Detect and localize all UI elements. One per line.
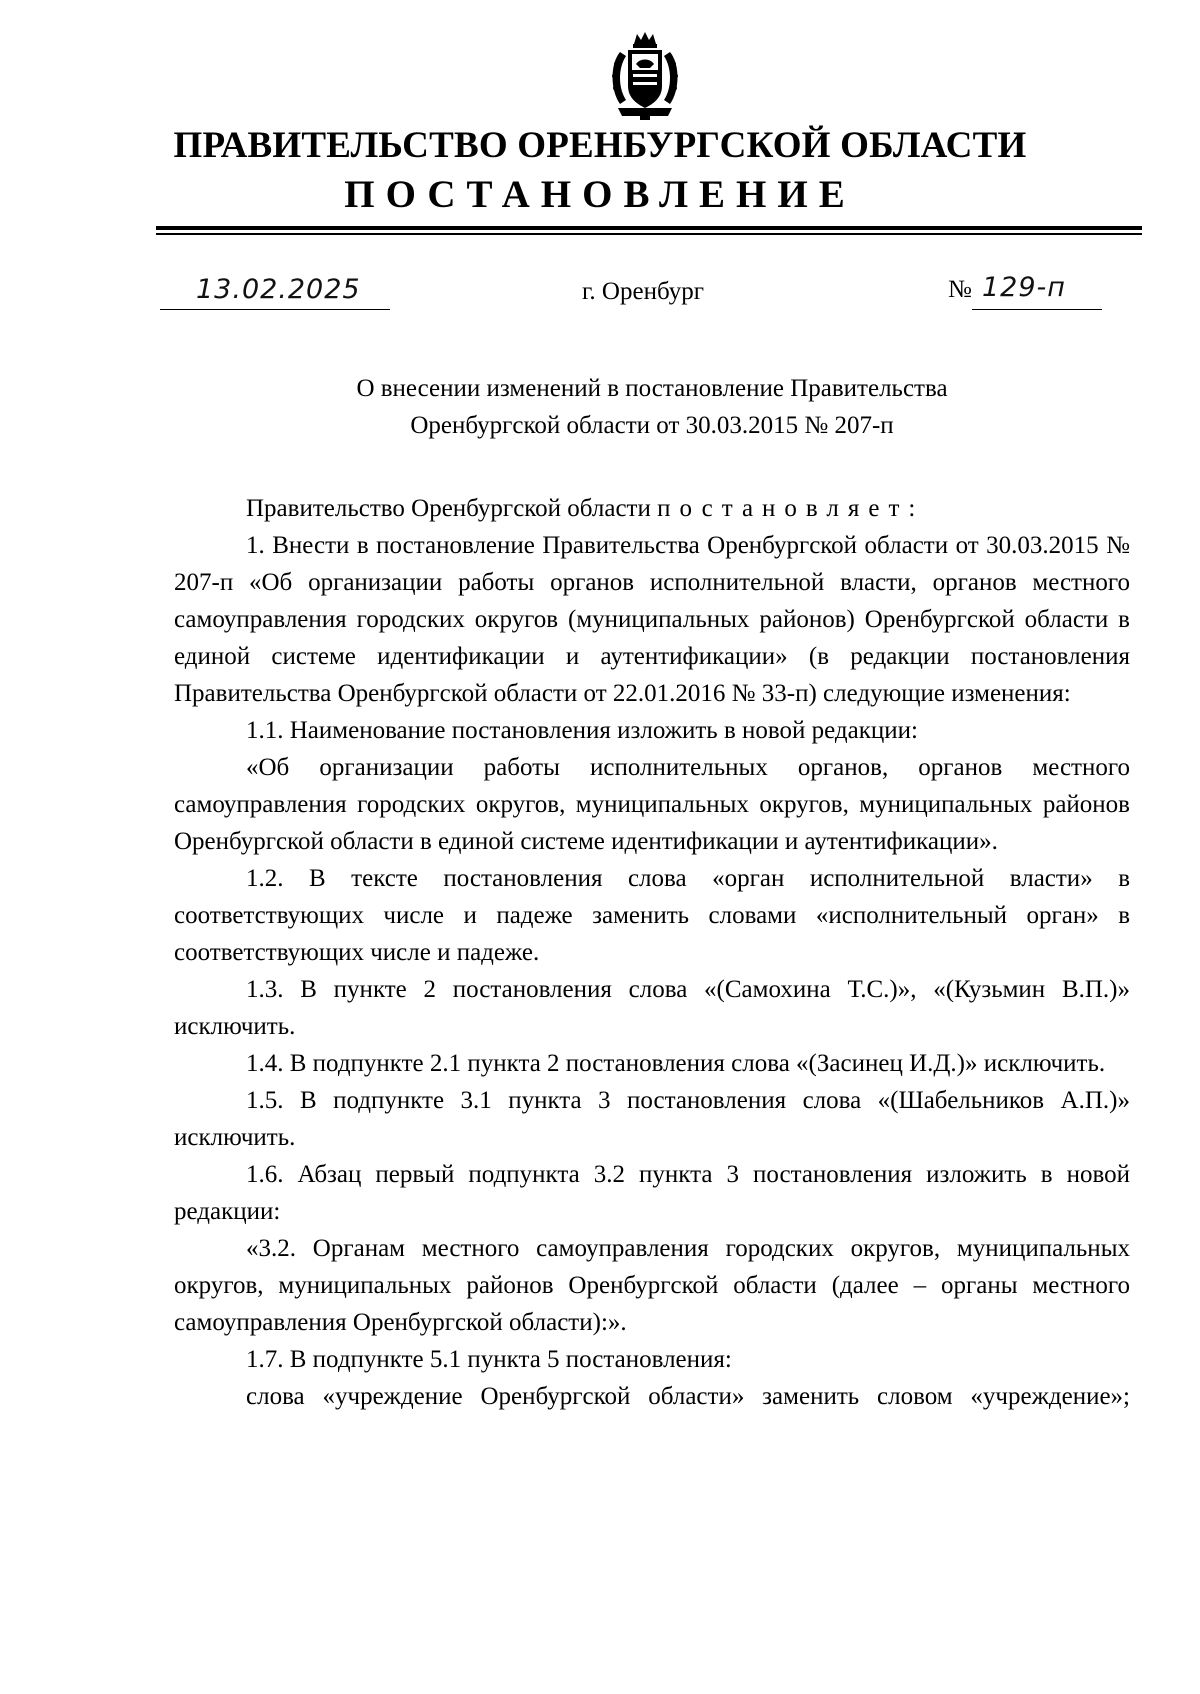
paragraph-1-3: 1.3. В пункте 2 постановления слова «(Самохина Т.С.)», «(Кузьмин В.П.)» исключить. <box>174 976 1130 1040</box>
paragraph-1-6-quote: «3.2. Органам местного самоуправления городских округов, муниципальных округов, муниципальных районов Оренбургской области (далее – органы местного самоуправления Оренбургской области):». <box>174 1235 1130 1336</box>
paragraph-1-1-quote: «Об организации работы исполнительных органов, органов местного самоуправления городских округов, муниципальных округов, муниципальных районов Оренбургской области в единой системе идентификации и аутентификации». <box>174 754 1130 855</box>
header-divider-thick <box>156 226 1142 230</box>
intro-verb: постановляет: <box>657 495 925 522</box>
paragraph-1-1: 1.1. Наименование постановления изложить в новой редакции: <box>246 717 918 744</box>
date-underline <box>160 309 390 311</box>
paragraph-1-2: 1.2. В тексте постановления слова «орган исполнительной власти» в соответствующих числе и падеже заменить словами «исполнительный орган» в соответствующих числе и падеже. <box>174 865 1130 966</box>
government-name: ПРАВИТЕЛЬСТВО ОРЕНБУРГСКОЙ ОБЛАСТИ <box>173 125 1027 166</box>
subject-line-1: О внесении изменений в постановление Правительства <box>356 375 948 402</box>
paragraph-1-5: 1.5. В подпункте 3.1 пункта 3 постановления слова «(Шабельников А.П.)» исключить. <box>174 1087 1130 1151</box>
number-underline <box>972 309 1102 311</box>
document-date: 13.02.2025 <box>196 274 361 305</box>
intro-paragraph <box>174 490 1130 527</box>
document-body <box>174 490 1130 1415</box>
document-type: ПОСТАНОВЛЕНИЕ <box>344 173 856 216</box>
subject-line-2: Оренбургской области от 30.03.2015 № 207-п <box>410 412 894 439</box>
number-field <box>972 272 1102 312</box>
coat-of-arms-icon <box>606 30 684 122</box>
header-divider-thin <box>156 233 1142 235</box>
paragraph-1-6: 1.6. Абзац первый подпункта 3.2 пункта 3 постановления изложить в новой редакции: <box>174 1161 1130 1225</box>
document-city: г. Оренбург <box>582 278 704 305</box>
document-number: 129-п <box>982 272 1066 303</box>
number-label: № <box>948 276 972 303</box>
paragraph-1-7-item: слова «учреждение Оренбургской области» заменить словом «учреждение»; <box>246 1383 1130 1410</box>
paragraph-1-7: 1.7. В подпункте 5.1 пункта 5 постановления: <box>246 1346 732 1373</box>
intro-prefix: Правительство Оренбургской области <box>246 495 651 522</box>
paragraph-1-4: 1.4. В подпункте 2.1 пункта 2 постановления слова «(Засинец И.Д.)» исключить. <box>246 1050 1106 1077</box>
document-subject <box>160 370 1144 444</box>
date-field <box>160 272 390 312</box>
paragraph-1: 1. Внести в постановление Правительства Оренбургской области от 30.03.2015 № 207-п «Об организации работы органов исполнительной власти, органов местного самоуправления городских округов (муниципальных районов) Оренбургской области в единой системе идентификации и аутентификации» (в редакции постановления Правительства Оренбургской области от 22.01.2016 № 33-п) следующие изменения: <box>174 532 1130 707</box>
